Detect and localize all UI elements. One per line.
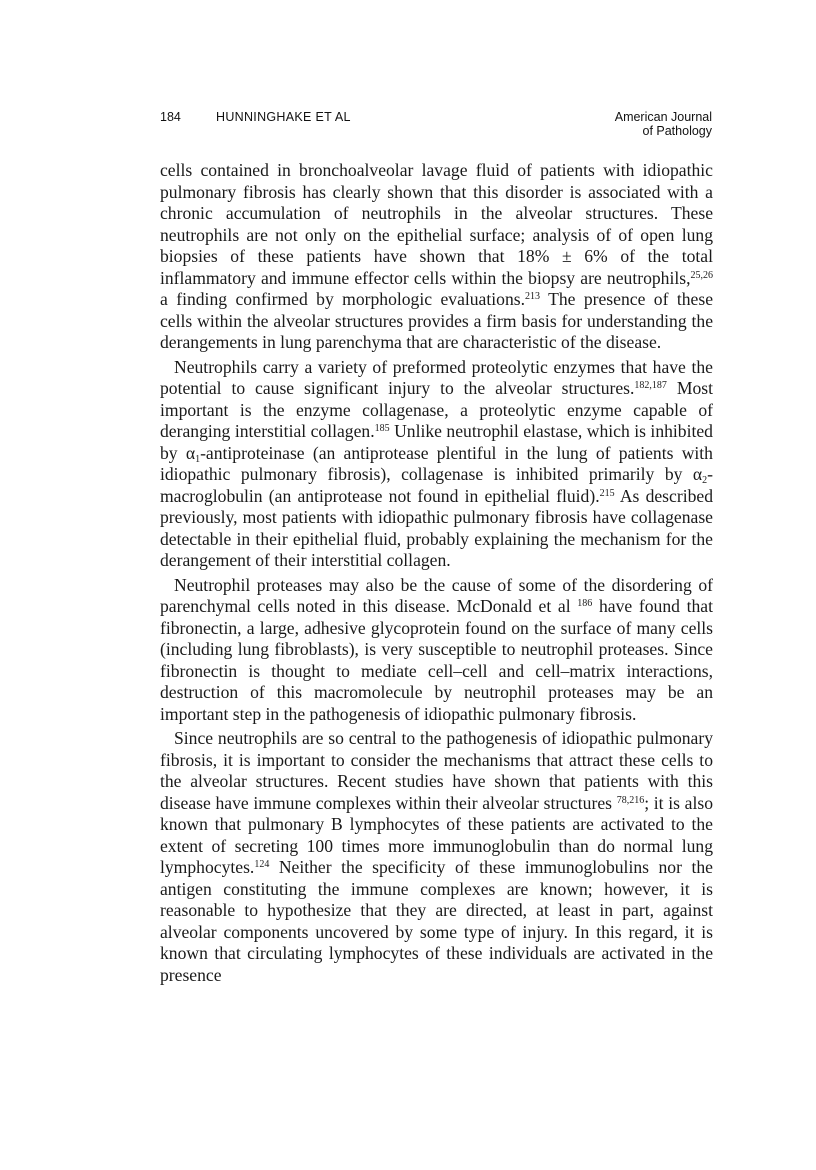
subscript: 2 — [702, 475, 708, 486]
paragraph-4 — [160, 728, 713, 986]
paragraph-2 — [160, 357, 713, 572]
page-number: 184 — [160, 110, 181, 124]
text-run: ; it is also known that pulmonary B lymphocytes of these patients are activated to the extent of secreting 100 times more immunoglobulin than do normal lung lymphocytes. — [160, 792, 713, 877]
citation-superscript: 78,216 — [616, 794, 645, 806]
text-run: Since neutrophils are so central to the pathogenesis of idiopathic pulmonary fibrosis, it is important to consider the mechanisms that attract these cells to the alveolar structures. Recent studies have shown that patients with this disease have immune complexes within their alveolar structures — [160, 728, 713, 813]
text-run: -antiproteinase (an antiprotease plentiful in the lung of patients with idiopathic pulmonary fibrosis), collagenase is inhibited primarily by α — [160, 442, 713, 484]
citation-superscript: 213 — [525, 291, 540, 302]
citation-superscript: 185 — [374, 423, 390, 434]
text-run: have found that fibronectin, a large, adhesive glycoprotein found on the surface of many cells (including lung fibroblasts), is very susceptible to neutrophil proteases. Since fibronectin is thought to mediate cell–cell and cell–matrix interactions, destruction of this macromolecule by neutrophil proteases may be an important step in the pathogenesis of idiopathic pulmonary fibrosis. — [160, 596, 713, 724]
text-run: a finding confirmed by morphologic evaluations. — [160, 289, 525, 309]
text-run: Neutrophils carry a variety of preformed proteolytic enzymes that have the potential to cause significant injury to the alveolar structures. — [160, 356, 713, 398]
running-head-authors: HUNNINGHAKE ET AL — [216, 110, 351, 124]
text-run: Unlike neutrophil elastase, which is inhibited by α — [160, 421, 713, 463]
journal-name-line-1: American Journal — [614, 110, 712, 124]
text-run: Neither the specificity of these immunoglobulins nor the antigen constituting the immune complexes are known; however, it is reasonable to hypothesize that they are directed, at least in part, against alveolar components uncovered by some type of injury. In this regard, it is known that circulating lymphocytes of these individuals are activated in the presence — [160, 857, 713, 985]
text-run: -macroglobulin (an antiprotease not found in epithelial fluid). — [160, 464, 713, 506]
body-text — [160, 160, 713, 986]
paragraph-3 — [160, 575, 713, 726]
citation-superscript: 186 — [577, 598, 593, 609]
citation-superscript: 124 — [254, 859, 270, 870]
text-run: cells contained in bronchoalveolar lavage fluid of patients with idiopathic pulmonary fibrosis has clearly shown that this disorder is associated with a chronic accumulation of neutrophils in the alveolar structures. These neutrophils are not only on the epithelial surface; analysis of of open lung biopsies of these patients have shown that 18% ± 6% of the total inflammatory and immune effector cells within the biopsy are neutrophils, — [160, 160, 713, 288]
text-run: As described previously, most patients with idiopathic pulmonary fibrosis have collagenase detectable in their epithelial fluid, probably explaining the mechanism for the derangement of their interstitial collagen. — [160, 485, 713, 570]
citation-superscript: 182,187 — [634, 380, 667, 391]
text-run: Most important is the enzyme collagenase, a proteolytic enzyme capable of deranging interstitial collagen. — [160, 378, 713, 441]
citation-superscript: 215 — [599, 487, 615, 499]
text-run: Neutrophil proteases may also be the cause of some of the disordering of parenchymal cells noted in this disease. McDonald et al — [160, 574, 713, 616]
journal-name — [615, 110, 712, 138]
citation-superscript: 25,26 — [690, 269, 713, 281]
subscript: 1 — [195, 453, 201, 465]
text-run: The presence of these cells within the alveolar structures provides a firm basis for understanding the derangements in lung parenchyma that are characteristic of the disease. — [160, 289, 713, 352]
journal-name-line-2: of Pathology — [642, 124, 712, 138]
paragraph-1 — [160, 160, 713, 354]
